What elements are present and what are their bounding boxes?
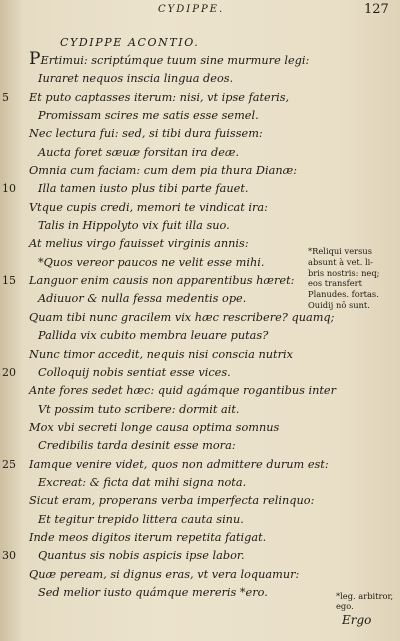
verse-body: Omnia cum faciam: cum dem pia thura Dianæ:: [29, 164, 298, 178]
verse-text: [29, 382, 336, 400]
catchword: Ergo: [342, 613, 372, 627]
line-number: 10: [2, 182, 16, 196]
line-number: 25: [2, 457, 16, 471]
margin-note-line: bris nostris: neq;: [308, 267, 380, 278]
verse-body: Colloquij nobis sentiat esse vices.: [38, 365, 231, 379]
verse-line: [0, 547, 400, 565]
verse-body: Excreat: & ficta dat mihi signa nota.: [38, 475, 247, 489]
verse-body: Aucta foret sæuæ forsitan ira deæ.: [38, 145, 240, 159]
verse-body: Ante fores sedet hæc: quid agámque rogantibus inter: [29, 384, 337, 398]
verse-text: [29, 162, 297, 180]
verse-text: [38, 217, 230, 235]
margin-note-reading: [336, 591, 396, 611]
margin-note: [308, 246, 398, 311]
verse-text: [38, 254, 264, 272]
verse-body: *Quos vereor paucos ne velit esse mihi.: [38, 255, 265, 269]
verse-text: [29, 346, 293, 364]
margin-note-line: eos transfert: [308, 278, 362, 289]
verse-text: [38, 401, 240, 419]
line-number: 15: [2, 274, 16, 288]
verse-text: [29, 235, 249, 253]
verse-body: Et tegitur trepido littera cauta sinu.: [38, 512, 244, 526]
verse-body: Quæ peream, si dignus eras, vt vera loquamur:: [29, 567, 300, 581]
line-number: 5: [2, 90, 9, 104]
verse-text: [38, 327, 268, 345]
verse-text: [38, 364, 231, 382]
verse-text: [29, 566, 299, 584]
verse-text: [29, 272, 294, 290]
verse-body: At melius virgo fauisset virginis annis:: [29, 237, 249, 251]
verse-line: [0, 492, 400, 510]
verse-line: [0, 511, 400, 529]
verse-body: Illa tamen iusto plus tibi parte fauet.: [38, 182, 249, 196]
verse-body: Vtque cupis credi, memori te vindicat ira:: [29, 200, 268, 214]
verse-body: Nec lectura fui: sed, si tibi dura fuissem:: [29, 127, 263, 141]
verse-line: [0, 456, 400, 474]
verse-body: Mox vbi secreti longe causa optima somnus: [29, 420, 280, 434]
verse-body: Languor enim causis non apparentibus hæret:: [29, 274, 295, 288]
verse-text: [38, 511, 244, 529]
verse-text: [38, 180, 248, 198]
verse-body: Iuraret nequos inscia lingua deos.: [38, 72, 234, 86]
verse-text: [38, 474, 246, 492]
verse-text: [38, 584, 268, 602]
verse-text: [38, 144, 239, 162]
margin-note-line: absunt à vet. li-: [308, 256, 374, 267]
verse-body: Sicut eram, properans verba imperfecta relinquo:: [29, 494, 315, 508]
verse-text: [29, 309, 334, 327]
verse-text: [38, 290, 246, 308]
verse-body: Adiuuor & nulla fessa medentis ope.: [38, 292, 247, 306]
poem-title: CYDIPPE ACONTIO.: [60, 36, 200, 49]
verse-body: Iamque venire videt, quos non admittere durum est:: [29, 457, 329, 471]
verse-line: [0, 89, 400, 107]
verse-line: [0, 49, 400, 70]
verse-body: Credibilis tarda desinit esse mora:: [38, 439, 236, 453]
verse-line: [0, 309, 400, 327]
running-title: CYDIPPE.: [158, 4, 225, 15]
page-number: 127: [364, 2, 389, 17]
verse-line: [0, 529, 400, 547]
verse-text: [29, 492, 314, 510]
verse-line: [0, 180, 400, 198]
verse-text: [38, 547, 245, 565]
margin-note-line: Planudes. fortas.: [308, 289, 379, 300]
verse-line: [0, 566, 400, 584]
verse-line: [0, 70, 400, 88]
verse-line: [0, 199, 400, 217]
verse-text: [29, 125, 263, 143]
margin-note-line: ego.: [336, 601, 354, 611]
verse-line: [0, 474, 400, 492]
verse-line: [0, 401, 400, 419]
verse-body: Quam tibi nunc gracilem vix hæc rescribere? quamq;: [29, 310, 335, 324]
verse-block: [0, 49, 400, 602]
verse-body: Ertimui: scriptúmque tuum sine murmure legi:: [40, 54, 310, 67]
running-head: [0, 4, 400, 18]
margin-note-line: *leg. arbitror,: [336, 591, 394, 601]
verse-line: [0, 217, 400, 235]
verse-text: [29, 49, 310, 70]
margin-note-line: *Reliqui versus: [308, 246, 372, 256]
verse-body: Quantus sis nobis aspicis ipse labor.: [38, 549, 245, 563]
verse-text: [29, 419, 279, 437]
line-number: 20: [2, 365, 16, 379]
verse-text: [29, 456, 329, 474]
verse-line: [0, 364, 400, 382]
verse-line: [0, 437, 400, 455]
verse-body: Et puto captasses iterum: nisi, vt ipse fateris,: [29, 90, 290, 104]
verse-line: [0, 346, 400, 364]
verse-text: [29, 199, 268, 217]
margin-note-line: Ouidij nō sunt.: [308, 299, 370, 310]
drop-cap: P: [29, 49, 41, 69]
verse-body: Promissam scires me satis esse semel.: [38, 109, 259, 123]
verse-body: Inde meos digitos iterum repetita fatigat.: [29, 530, 267, 544]
line-number: 30: [2, 549, 16, 563]
verse-body: Talis in Hippolyto vix fuit illa suo.: [38, 219, 230, 233]
verse-text: [38, 107, 259, 125]
verse-line: [0, 419, 400, 437]
verse-body: Nunc timor accedit, nequis nisi conscia nutrix: [29, 347, 293, 361]
verse-body: Sed melior iusto quámque mereris *ero.: [38, 585, 268, 599]
verse-line: [0, 327, 400, 345]
verse-line: [0, 125, 400, 143]
verse-text: [38, 70, 233, 88]
verse-line: [0, 107, 400, 125]
verse-text: [29, 89, 289, 107]
verse-line: [0, 162, 400, 180]
verse-line: [0, 382, 400, 400]
verse-text: [38, 437, 236, 455]
verse-text: [29, 529, 266, 547]
verse-line: [0, 144, 400, 162]
verse-body: Pallida vix cubito membra leuare putas?: [38, 329, 269, 343]
verse-body: Vt possim tuto scribere: dormit ait.: [38, 402, 240, 416]
